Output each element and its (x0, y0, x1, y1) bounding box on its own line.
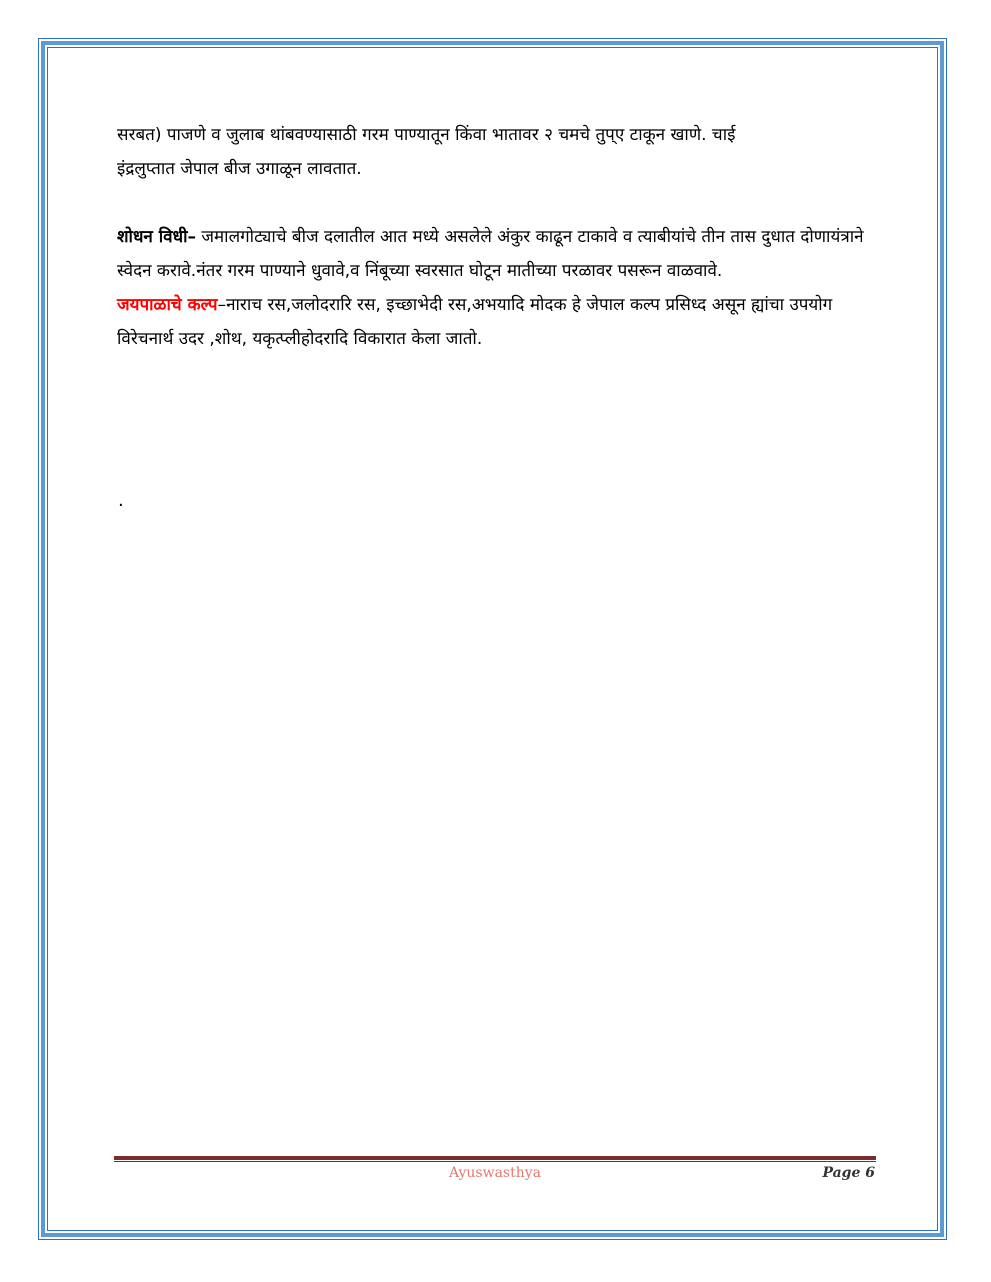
footer-rule-thick (114, 1156, 876, 1160)
shodhan-vidhi-text: जमालगोट्याचे बीज दलातील आत मध्ये असलेले अंकुर काढून टाकावे व त्याबीयांचे तीन तास दुधात दोणायंत्राने स्वेदन करावे.नंतर गरम पाण्याने धुवावे,व निंबूच्या स्वरसात घोटून मातीच्या परळावर पसरून वाळवावे. (117, 227, 864, 281)
kalpa-text: –नाराच रस,जलोदरारि रस, इच्छाभेदी रस,अभयादि मोदक हे जेपाल कल्प प्रसिध्द असून ह्यांचा उपयोग विरेचनार्थ उदर ,शोथ, यकृत्प्लीहोदरादि विकारात केला जातो. (117, 295, 833, 349)
stray-period: . (118, 490, 124, 511)
paragraph-kalpa (117, 288, 877, 356)
shodhan-vidhi-heading: शोधन विधी– (117, 227, 196, 247)
paragraph-gap (117, 186, 877, 220)
paragraph-shodhan-vidhi (117, 220, 877, 288)
document-body (117, 118, 877, 356)
kalpa-heading: जयपाळाचे कल्प (117, 295, 218, 315)
paragraph-intro-line2: इंद्रलुप्तात जेपाल बीज उगाळून लावतात. (117, 159, 362, 179)
paragraph-intro (117, 118, 877, 186)
paragraph-intro-line1: सरबत) पाजणे व जुलाब थांबवण्यासाठी गरम पाण्यातून किंवा भातावर २ चमचे तुप्ए टाकून खाणे. चाई (117, 125, 736, 145)
footer-rule-thin (114, 1161, 876, 1162)
footer-page-number: Page 6 (822, 1165, 875, 1181)
footer-site-name: Ayuswasthya (448, 1165, 542, 1181)
